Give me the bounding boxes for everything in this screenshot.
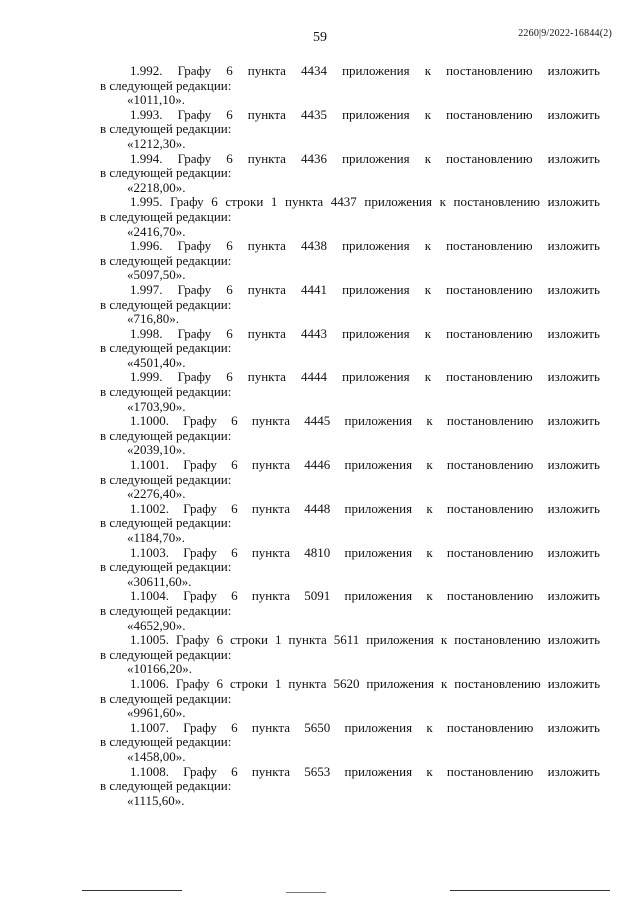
page-number: 59 [313,30,327,45]
new-value: «716,80». [127,311,179,327]
new-value: «4652,90». [127,617,186,633]
edition-phrase: в следующей редакции: [100,384,232,400]
heading-word: Графу [177,369,212,385]
heading-word: пункта [288,632,327,648]
heading-word: 5620 [333,675,360,691]
heading-word: постановлению [446,238,533,254]
heading-word: Графу [183,588,217,604]
heading-word: 1.1004. [130,588,169,604]
heading-word: приложения [344,500,413,516]
heading-word: 6 [211,194,218,210]
heading-word: приложения [342,281,410,297]
heading-word: постановлению [446,500,534,516]
heading-word: 1.1006. [130,675,169,691]
heading-word: постановлению [446,106,533,122]
heading-word: 4435 [301,106,327,122]
heading-word: приложения [344,588,413,604]
edition-phrase: в следующей редакции: [100,734,232,750]
heading-word: приложения [342,238,410,254]
heading-word: Графу [183,500,217,516]
heading-word: 6 [226,63,233,78]
heading-word: приложения [344,457,413,473]
heading-word: пункта [247,106,286,122]
heading-word: 1 [274,675,282,691]
heading-word: пункта [247,325,286,341]
heading-word: 1.993. [130,106,163,122]
heading-word: изложить [547,763,600,779]
heading-word: 1.1002. [130,500,169,516]
heading-word: изложить [547,719,600,735]
heading-word: 6 [231,457,238,473]
amendment-item [100,765,600,809]
amendment-item [100,502,600,546]
heading-word: постановлению [453,194,540,210]
heading-word: пункта [247,150,286,166]
new-value: «1458,00». [127,748,186,764]
heading-word: постановлению [446,719,534,735]
heading-word: 1.1001. [130,457,169,473]
heading-word: изложить [547,632,600,648]
heading-word: к [440,632,448,648]
new-value: «1212,30». [127,135,186,151]
heading-word: 4446 [304,457,331,473]
amendment-item [100,239,600,283]
amendment-item [100,546,600,590]
heading-word: изложить [547,150,600,166]
heading-word: Графу [177,325,212,341]
heading-word: приложения [342,325,410,341]
amendment-item [100,283,600,327]
heading-word: приложения [344,719,413,735]
amendment-heading [130,195,600,210]
heading-word: изложить [547,281,600,297]
heading-word: пункта [251,457,290,473]
heading-word: Графу [177,63,212,78]
new-value: «2039,10». [127,442,186,458]
heading-word: 6 [226,150,233,166]
new-value: «1115,60». [127,792,185,808]
heading-word: 4441 [301,281,327,297]
heading-word: Графу [183,544,217,560]
heading-word: к [424,106,432,122]
heading-word: изложить [547,500,600,516]
heading-word: 1.996. [130,238,163,254]
heading-word: пункта [251,719,290,735]
heading-word: постановлению [446,325,533,341]
new-value: «1184,70». [127,530,186,545]
heading-word: 4448 [304,500,331,516]
heading-word: 5650 [304,719,331,735]
heading-word: к [426,500,433,516]
heading-word: постановлению [454,632,541,648]
edition-phrase: в следующей редакции: [100,602,232,618]
heading-word: к [440,675,448,691]
heading-word: 1.995. [130,194,163,210]
heading-word: 4445 [304,413,331,429]
heading-word: приложения [342,106,410,122]
heading-word: к [424,281,432,297]
heading-word: 1.1003. [130,544,169,560]
document-id: 2260|9/2022-16844(2) [518,28,612,39]
heading-word: 5611 [333,632,360,648]
heading-word: строки [229,675,268,691]
heading-word: 1.992. [130,63,163,78]
heading-word: к [426,588,433,604]
amendment-item [100,589,600,633]
new-value: «1703,90». [127,398,186,414]
heading-word: 1.1000. [130,413,169,429]
heading-word: Графу [170,194,204,210]
heading-word: изложить [547,675,600,691]
heading-word: пункта [247,369,286,385]
heading-word: постановлению [446,281,533,297]
heading-word: к [426,413,433,429]
heading-word: изложить [547,588,600,604]
heading-word: изложить [547,369,600,385]
heading-word: 4436 [301,150,327,166]
heading-word: 4438 [301,238,327,254]
heading-word: 1.1005. [130,632,169,648]
amendment-item [100,64,600,108]
new-value: «2218,00». [127,179,186,195]
heading-word: 6 [216,632,224,648]
footer-rule-left [82,890,182,891]
new-value: «9961,60». [127,705,186,721]
amendment-heading [130,721,600,736]
heading-word: 6 [231,763,238,779]
heading-word: 1.994. [130,150,163,166]
heading-word: пункта [285,194,324,210]
new-value: «4501,40». [127,354,186,370]
amendment-heading [130,327,600,342]
heading-word: Графу [177,238,212,254]
amendment-heading [130,502,600,517]
heading-word: пункта [288,675,327,691]
new-value: «30611,60». [127,573,192,589]
heading-word: Графу [177,281,212,297]
heading-word: 1.998. [130,325,163,341]
heading-word: к [424,63,432,78]
heading-word: изложить [547,544,600,560]
edition-phrase: в следующей редакции: [100,427,232,443]
amendment-heading [130,239,600,254]
heading-word: приложения [344,413,413,429]
new-value: «2416,70». [127,223,186,239]
heading-word: постановлению [446,150,533,166]
heading-word: постановлению [454,675,541,691]
heading-word: 6 [231,413,238,429]
heading-word: приложения [342,369,410,385]
heading-word: пункта [251,500,290,516]
heading-word: 6 [226,325,233,341]
new-value: «10166,20». [127,661,192,677]
heading-word: 5653 [304,763,331,779]
heading-word: Графу [183,719,217,735]
amendment-heading [130,677,600,692]
heading-word: пункта [251,588,290,604]
heading-word: Графу [177,150,212,166]
footer-rule-right [450,890,610,891]
heading-word: пункта [251,413,290,429]
heading-word: приложения [342,150,410,166]
heading-word: 6 [226,369,233,385]
heading-word: изложить [547,325,600,341]
amendment-heading [130,283,600,298]
heading-word: приложения [366,675,434,691]
edition-phrase: в следующей редакции: [100,515,232,531]
amendment-item [100,633,600,677]
heading-word: постановлению [446,763,534,779]
heading-word: пункта [247,238,286,254]
edition-phrase: в следующей редакции: [100,559,232,575]
heading-word: 1.999. [130,369,163,385]
heading-word: Графу [176,632,210,648]
heading-word: Графу [183,763,217,779]
heading-word: к [426,719,433,735]
heading-word: изложить [547,413,600,429]
heading-word: изложить [547,194,600,210]
heading-word: изложить [547,63,600,78]
heading-word: приложения [344,544,413,560]
amendment-heading [130,458,600,473]
heading-word: 5091 [304,588,331,604]
amendment-item [100,195,600,239]
amendment-item [100,458,600,502]
heading-word: к [424,325,432,341]
heading-word: к [424,150,432,166]
amendment-heading [130,633,600,648]
heading-word: к [424,369,432,385]
heading-word: 1.997. [130,281,163,297]
heading-word: Графу [177,106,212,122]
heading-word: постановлению [446,413,534,429]
edition-phrase: в следующей редакции: [100,252,232,268]
heading-word: 6 [216,675,224,691]
edition-phrase: в следующей редакции: [100,690,232,706]
heading-word: пункта [251,544,290,560]
amendment-heading [130,589,600,604]
heading-word: постановлению [446,544,534,560]
heading-word: приложения [366,632,434,648]
document-body [100,64,600,808]
heading-word: постановлению [446,457,534,473]
amendment-item [100,152,600,196]
heading-word: Графу [183,457,217,473]
edition-phrase: в следующей редакции: [100,208,232,224]
heading-word: приложения [344,763,413,779]
new-value: «1011,10». [127,92,186,108]
edition-phrase: в следующей редакции: [100,778,232,794]
heading-word: пункта [247,63,286,78]
heading-word: 1 [275,632,282,648]
heading-word: 6 [226,106,233,122]
amendment-item [100,677,600,721]
edition-phrase: в следующей редакции: [100,471,232,487]
heading-word: постановлению [446,63,533,78]
heading-word: 6 [226,281,233,297]
amendment-heading [130,370,600,385]
new-value: «2276,40». [127,486,186,502]
edition-phrase: в следующей редакции: [100,121,232,137]
heading-word: 4443 [301,325,327,341]
edition-phrase: в следующей редакции: [100,296,232,312]
heading-word: 6 [231,719,238,735]
heading-word: строки [225,194,264,210]
new-value: «5097,50». [127,267,186,283]
amendment-item [100,108,600,152]
edition-phrase: в следующей редакции: [100,340,232,356]
heading-word: 6 [231,588,238,604]
heading-word: к [426,763,433,779]
heading-word: 1.1008. [130,763,169,779]
heading-word: постановлению [446,369,533,385]
edition-phrase: в следующей редакции: [100,646,232,662]
heading-word: 1 [270,194,278,210]
heading-word: к [439,194,446,210]
heading-word: 1.1007. [130,719,169,735]
amendment-item [100,721,600,765]
amendment-heading [130,152,600,167]
heading-word: приложения [364,194,432,210]
heading-word: изложить [547,238,600,254]
heading-word: 4444 [301,369,327,385]
amendment-heading [130,108,600,123]
heading-word: Графу [183,413,217,429]
heading-word: 6 [231,500,238,516]
heading-word: 6 [231,544,238,560]
amendment-heading [130,64,600,79]
edition-phrase: в следующей редакции: [100,165,232,181]
heading-word: изложить [547,457,600,473]
heading-word: 4434 [301,63,327,78]
heading-word: к [426,457,433,473]
heading-word: постановлению [446,588,534,604]
heading-word: к [426,544,433,560]
heading-word: изложить [547,106,600,122]
heading-word: к [424,238,432,254]
heading-word: 6 [226,238,233,254]
heading-word: 4437 [330,194,357,210]
heading-word: Графу [175,675,210,691]
amendment-item [100,370,600,414]
amendment-heading [130,546,600,561]
heading-word: приложения [342,63,410,78]
footer-rule-center [286,892,326,893]
heading-word: пункта [251,763,290,779]
amendment-heading [130,765,600,780]
heading-word: 4810 [304,544,331,560]
amendment-heading [130,414,600,429]
edition-phrase: в следующей редакции: [100,77,232,93]
heading-word: строки [230,632,269,648]
amendment-item [100,414,600,458]
amendment-item [100,327,600,371]
heading-word: пункта [247,281,286,297]
